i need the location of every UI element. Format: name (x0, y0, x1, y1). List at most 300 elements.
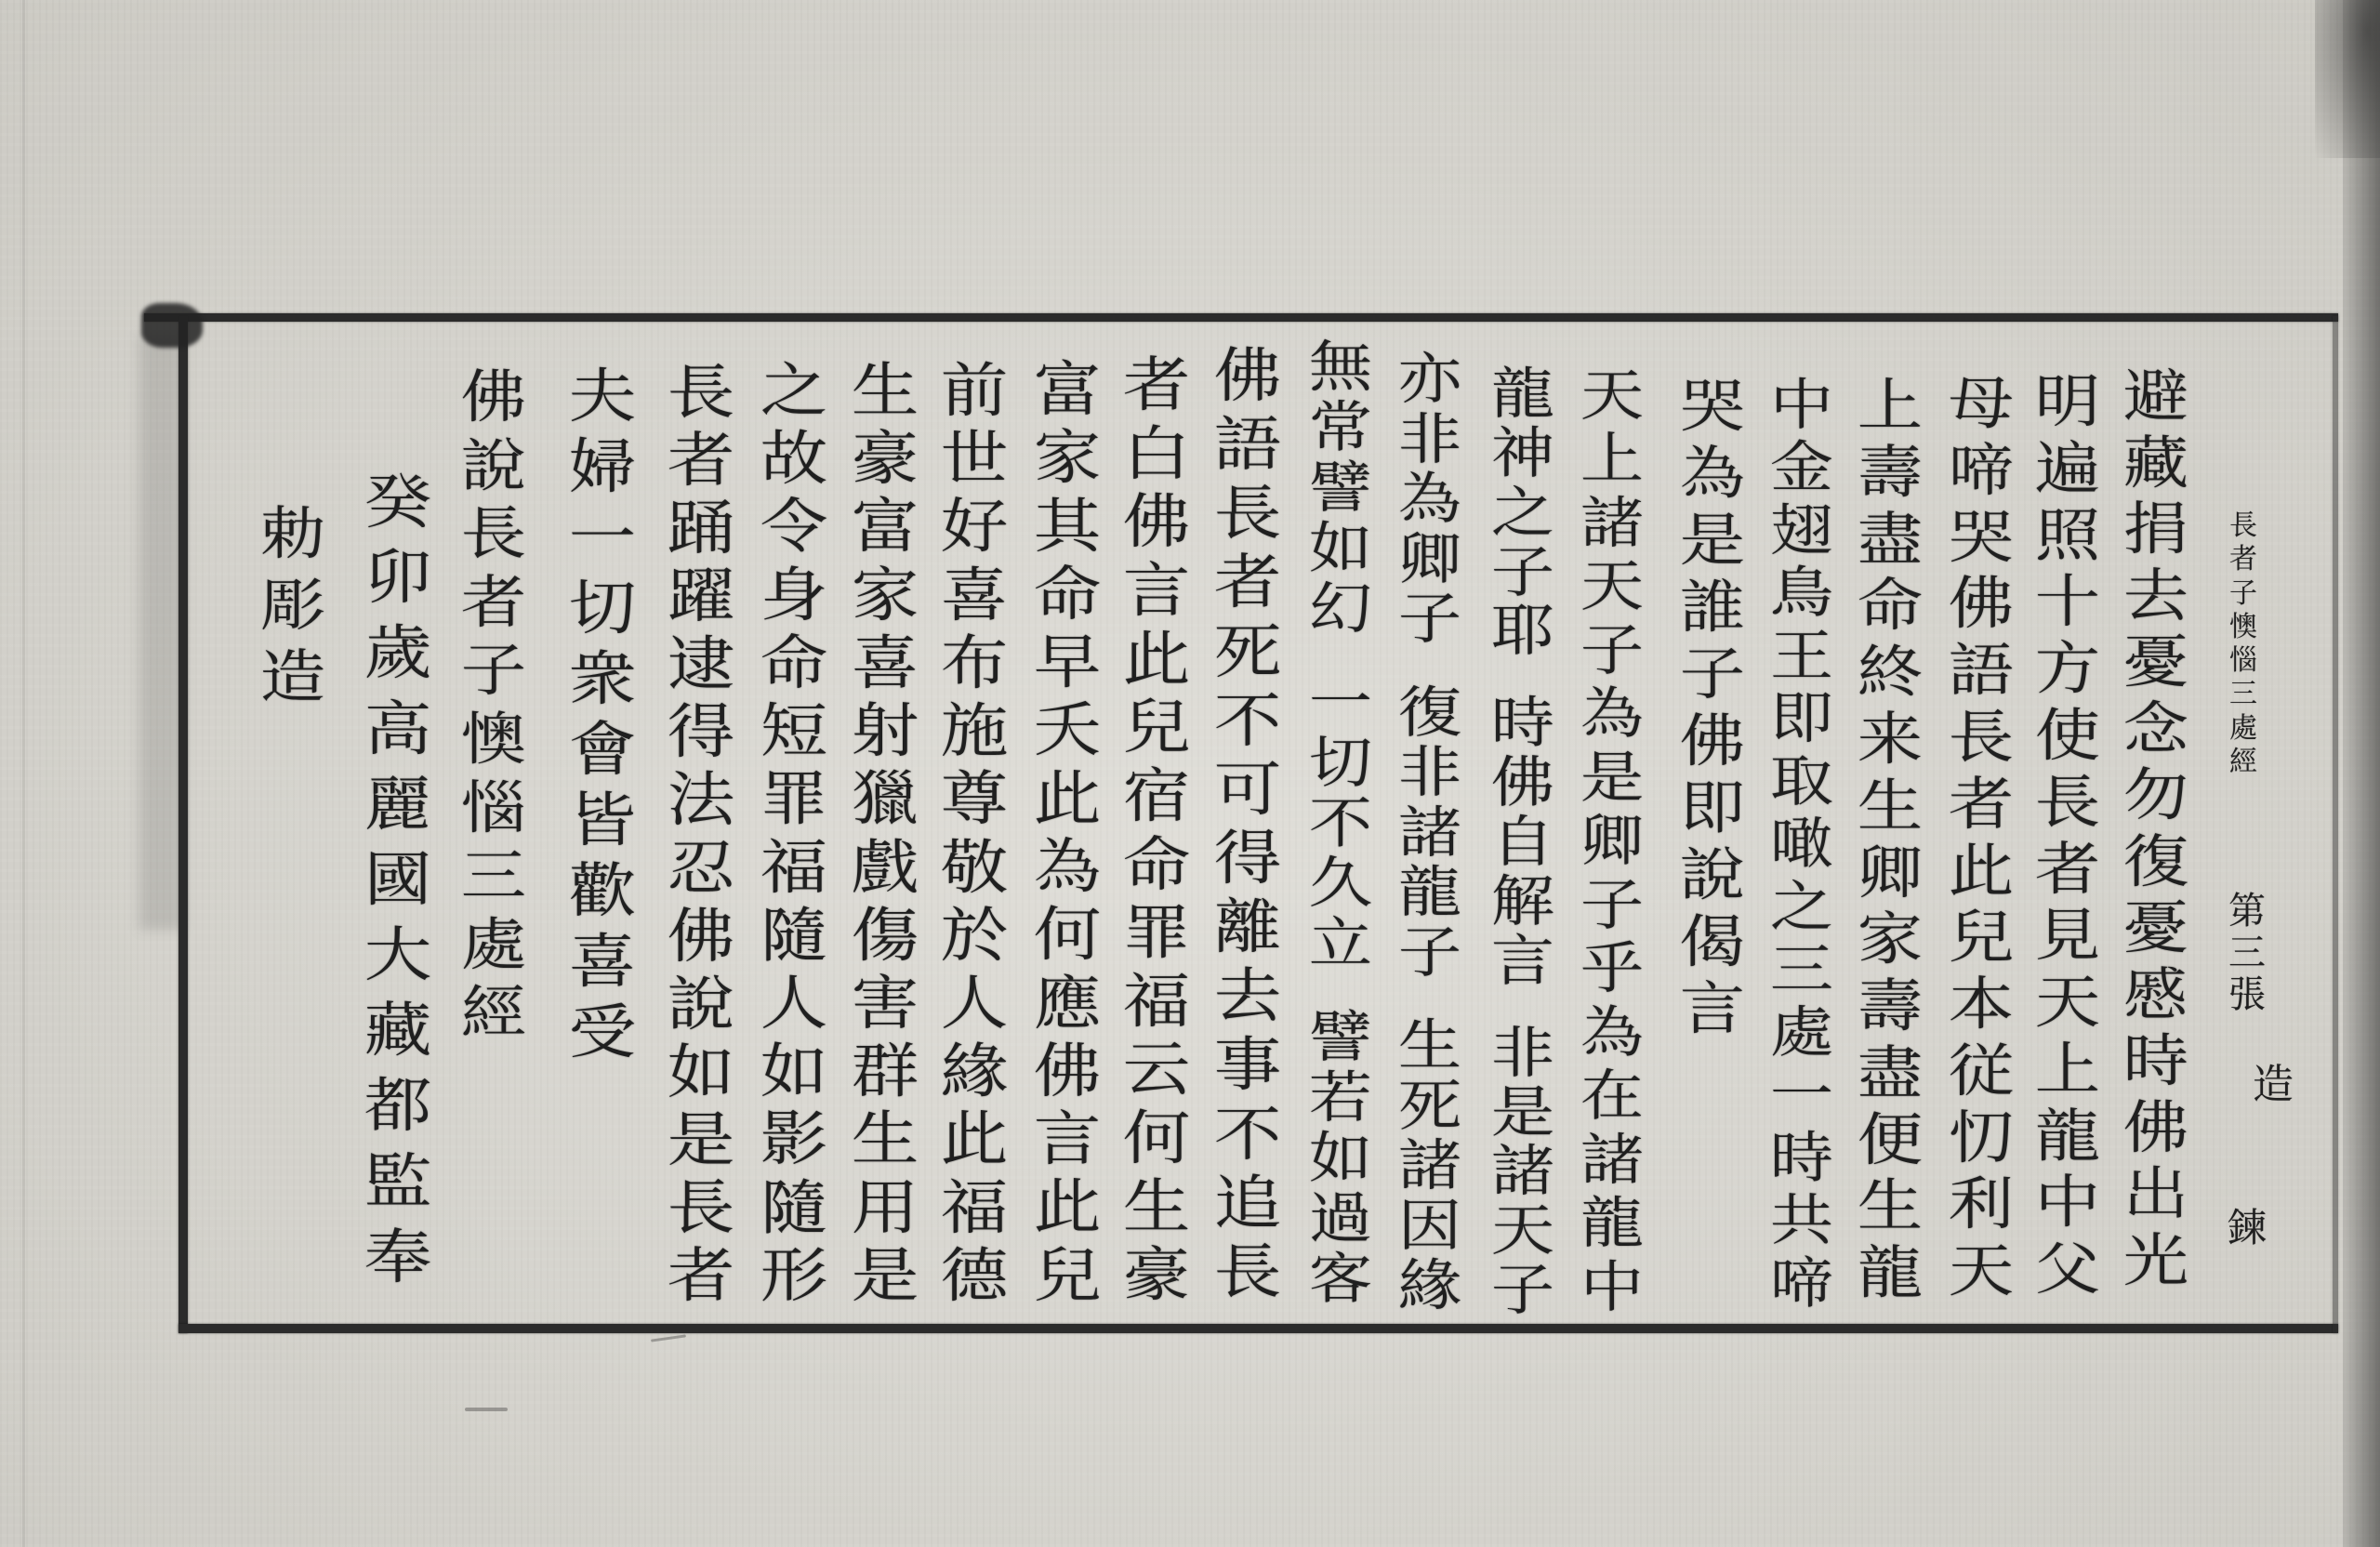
glyph: 鳥 (1769, 560, 1834, 626)
glyph: 者 (2229, 543, 2257, 576)
glyph: 躍 (667, 562, 735, 631)
glyph: 踊 (667, 494, 735, 563)
glyph: 生 (1122, 1172, 1191, 1242)
glyph: 敬 (940, 833, 1009, 902)
glyph: 翅 (1769, 497, 1834, 563)
glyph: 此 (1033, 764, 1102, 834)
glyph: 第 (2228, 890, 2266, 932)
glyph: 世 (940, 424, 1009, 494)
glyph: 共 (1769, 1187, 1834, 1253)
text-column (1201, 342, 1294, 1307)
glyph: 便 (1857, 1107, 1924, 1174)
glyph: 麗 (364, 770, 432, 840)
glyph: 說 (667, 970, 735, 1039)
glyph: 非 (1490, 1020, 1555, 1086)
glyph: 是 (1580, 745, 1645, 811)
glyph: 見 (2034, 903, 2101, 970)
verse-column (1566, 364, 1659, 1319)
glyph: 王 (1769, 623, 1834, 689)
glyph: 天 (1580, 363, 1645, 429)
glyph: 射 (851, 696, 919, 766)
glyph: 緣 (940, 1037, 1009, 1106)
glyph: 罪 (1122, 898, 1191, 968)
glyph: 衆 (568, 644, 637, 714)
glyph: 取 (1769, 748, 1834, 814)
glyph: 處 (460, 912, 527, 979)
glyph: 惱 (460, 775, 527, 842)
glyph: 德 (940, 1241, 1009, 1311)
glyph: 天 (2034, 970, 2101, 1037)
glyph: 長 (2034, 770, 2101, 837)
glyph: 長 (1213, 1237, 1282, 1307)
text-column (1755, 374, 1848, 1315)
glyph: 此 (1033, 1172, 1102, 1242)
text-column (747, 357, 840, 1310)
glyph: 說 (460, 433, 527, 500)
glyph: 惱 (2229, 644, 2257, 677)
glyph: 為 (1580, 681, 1645, 747)
glyph: 語 (1213, 410, 1282, 480)
glyph: 喜 (851, 628, 919, 698)
glyph: 歲 (364, 618, 432, 688)
glyph: 影 (760, 1104, 828, 1174)
glyph: 之 (1769, 874, 1834, 940)
glyph: 癸 (364, 468, 432, 537)
glyph: 經 (460, 980, 527, 1047)
glyph: 来 (1857, 707, 1924, 774)
glyph: 龍 (1580, 1190, 1645, 1256)
glyph: 盡 (1857, 1040, 1924, 1107)
glyph: 形 (760, 1241, 828, 1311)
glyph: 龍 (1490, 361, 1555, 427)
glyph: 得 (1213, 824, 1282, 893)
glyph: 張 (2228, 973, 2266, 1016)
glyph: 誰 (1679, 575, 1746, 641)
glyph: 佛 (460, 364, 527, 431)
glyph: 三 (2228, 932, 2266, 974)
sheet-mark (2250, 1052, 2296, 1117)
glyph: 生 (1397, 1012, 1462, 1078)
glyph: 造 (2253, 1061, 2294, 1108)
glyph: 乎 (1580, 935, 1645, 1001)
glyph: 施 (940, 696, 1009, 766)
glyph: 是 (1679, 508, 1746, 575)
stray-mark (651, 1334, 686, 1342)
lower-mark (2224, 1201, 2270, 1255)
glyph: 一 (568, 503, 637, 573)
glyph: 子 (1580, 872, 1645, 938)
glyph: 白 (1122, 419, 1191, 489)
glyph: 家 (851, 561, 919, 630)
glyph: 利 (1948, 1171, 2015, 1238)
glyph: 子 (1490, 539, 1555, 605)
glyph: 可 (1213, 755, 1282, 825)
glyph: 應 (1033, 969, 1102, 1038)
glyph: 者 (1948, 772, 2015, 839)
glyph: 生 (1857, 774, 1924, 840)
glyph: 子 (460, 638, 527, 705)
glyph: 捐 (2122, 496, 2189, 563)
glyph: 戲 (851, 833, 919, 902)
glyph: 復 (2122, 829, 2189, 896)
glyph: 偈 (1679, 909, 1746, 976)
glyph: 歡 (568, 856, 637, 926)
glyph: 用 (851, 1173, 919, 1243)
glyph: 監 (364, 1147, 432, 1217)
frame-right-border (2333, 316, 2338, 1333)
glyph: 之 (760, 356, 828, 426)
glyph: 壽 (1857, 440, 1924, 507)
page-edge-stain (2315, 0, 2380, 158)
text-column (839, 357, 932, 1310)
glyph: 說 (1679, 842, 1746, 909)
glyph: 追 (1213, 1169, 1282, 1238)
glyph: 佛 (1948, 571, 2015, 638)
glyph: 亦 (1397, 346, 1462, 412)
glyph: 諸 (1580, 1127, 1645, 1193)
glyph: 彫 (259, 573, 326, 640)
colophon-line (351, 465, 444, 1295)
colophon-line (246, 499, 339, 714)
glyph: 鍊 (2227, 1205, 2267, 1250)
glyph: 福 (760, 833, 828, 902)
glyph: 長 (1948, 705, 2015, 772)
page-edge-shadow (2343, 0, 2380, 1547)
glyph: 事 (1213, 1030, 1282, 1100)
glyph: 處 (2229, 711, 2257, 745)
text-column (1021, 356, 1114, 1310)
glyph: 如 (1308, 515, 1373, 581)
glyph: 者 (2034, 837, 2101, 904)
glyph: 照 (2034, 503, 2101, 570)
glyph: 諸 (1580, 490, 1645, 556)
glyph: 譬 (1308, 455, 1373, 521)
glyph: 會 (568, 715, 637, 785)
glyph: 死 (1397, 1073, 1462, 1139)
glyph: 長 (667, 1173, 735, 1243)
glyph: 中 (1580, 1254, 1645, 1320)
glyph: 獵 (851, 764, 919, 834)
glyph: 明 (2034, 369, 2101, 436)
glyph: 在 (1580, 1063, 1645, 1129)
glyph: 夭 (1033, 695, 1102, 765)
glyph: 本 (1948, 972, 2015, 1038)
glyph: 國 (364, 845, 432, 915)
glyph: 久 (1308, 850, 1373, 917)
glyph: 者 (460, 570, 527, 637)
glyph: 卯 (364, 543, 432, 613)
glyph: 害 (851, 969, 919, 1038)
glyph: 命 (1857, 573, 1924, 640)
glyph: 生 (851, 1104, 919, 1174)
glyph: 懊 (460, 707, 527, 774)
glyph: 去 (2122, 563, 2189, 630)
glyph: 身 (760, 561, 828, 630)
glyph: 忍 (667, 834, 735, 903)
glyph: 生 (1857, 1173, 1924, 1240)
glyph: 佛 (1033, 1037, 1102, 1106)
glyph: 使 (2034, 703, 2101, 770)
glyph: 言 (1033, 1104, 1102, 1174)
glyph: 避 (2122, 364, 2189, 430)
glyph: 傷 (851, 901, 919, 971)
glyph: 一 (1308, 669, 1373, 735)
glyph: 時 (1769, 1125, 1834, 1191)
sheet-number (2224, 891, 2270, 1016)
glyph: 好 (940, 492, 1009, 562)
glyph: 者 (667, 426, 735, 496)
glyph: 於 (940, 901, 1009, 971)
colophon-title (447, 364, 540, 1049)
glyph: 龍 (1857, 1240, 1924, 1307)
glyph: 非 (1397, 406, 1462, 472)
glyph: 喜 (940, 561, 1009, 630)
column-gap (1383, 650, 1476, 683)
glyph: 群 (851, 1037, 919, 1106)
glyph: 懊 (2229, 610, 2257, 643)
glyph: 即 (1679, 775, 1746, 842)
glyph: 神 (1490, 420, 1555, 486)
glyph: 宿 (1122, 761, 1191, 831)
glyph: 卿 (1397, 526, 1462, 592)
column-gap (1476, 661, 1569, 694)
glyph: 豪 (851, 424, 919, 494)
glyph: 為 (1397, 466, 1462, 532)
glyph: 豪 (1122, 1240, 1191, 1310)
glyph: 父 (2034, 1236, 2101, 1303)
glyph: 命 (1122, 830, 1191, 899)
glyph: 為 (1033, 832, 1102, 902)
glyph: 長 (2229, 509, 2257, 542)
glyph: 子 (1679, 641, 1746, 708)
glyph: 諸 (1397, 1132, 1462, 1198)
glyph: 諸 (1397, 800, 1462, 866)
glyph: 譬 (1308, 1004, 1373, 1070)
glyph: 皆 (568, 786, 637, 855)
margin-title (2225, 509, 2262, 779)
glyph: 人 (760, 969, 828, 1038)
glyph: 佛 (1122, 487, 1191, 557)
glyph: 三 (1769, 936, 1834, 1002)
glyph: 卿 (1580, 808, 1645, 874)
glyph: 尊 (940, 764, 1009, 834)
glyph: 命 (760, 628, 828, 698)
stray-mark (465, 1408, 508, 1411)
glyph: 福 (940, 1173, 1009, 1243)
glyph: 壽 (1857, 973, 1924, 1040)
column-gap (1294, 974, 1387, 1008)
glyph: 自 (1490, 809, 1555, 875)
glyph: 前 (940, 356, 1009, 426)
glyph: 時 (1490, 690, 1555, 756)
glyph: 造 (259, 644, 326, 711)
frame-top-border (144, 313, 2338, 322)
frame-left-border (178, 316, 188, 1333)
glyph: 子 (1490, 1257, 1555, 1323)
glyph: 常 (1308, 394, 1373, 460)
glyph: 上 (2034, 1037, 2101, 1104)
glyph: 生 (851, 356, 919, 426)
glyph: 兒 (1948, 905, 2015, 972)
glyph: 佛 (667, 902, 735, 972)
glyph: 早 (1033, 628, 1102, 697)
glyph: 福 (1122, 967, 1191, 1037)
glyph: 解 (1490, 868, 1555, 934)
glyph: 離 (1213, 892, 1282, 962)
glyph: 言 (1122, 556, 1191, 626)
verse-column (1476, 361, 1569, 1323)
glyph: 龍 (2034, 1104, 2101, 1170)
glyph: 啼 (1948, 438, 2015, 505)
glyph: 富 (851, 492, 919, 562)
glyph: 都 (364, 1071, 432, 1141)
glyph: 憂 (2122, 895, 2189, 962)
glyph: 不 (1213, 686, 1282, 756)
glyph: 復 (1397, 679, 1462, 746)
glyph: 罪 (760, 764, 828, 834)
glyph: 長 (460, 501, 527, 568)
glyph: 故 (760, 424, 828, 494)
glyph: 是 (851, 1241, 919, 1311)
glyph: 諸 (1490, 1138, 1555, 1204)
glyph: 切 (1308, 730, 1373, 796)
verse-column (1383, 346, 1476, 1318)
glyph: 如 (667, 1038, 735, 1107)
text-column (556, 362, 649, 1068)
glyph: 言 (1490, 928, 1555, 994)
glyph: 何 (1122, 1104, 1191, 1173)
ink-smudge (139, 335, 184, 930)
glyph: 一 (1769, 1062, 1834, 1128)
text-column (1110, 351, 1203, 1310)
glyph: 佛 (1490, 749, 1555, 815)
glyph: 終 (1857, 640, 1924, 707)
glyph: 光 (2122, 1228, 2189, 1295)
glyph: 隨 (760, 901, 828, 971)
glyph: 立 (1308, 910, 1373, 977)
glyph: 如 (760, 1037, 828, 1106)
glyph: 憂 (2122, 629, 2189, 696)
glyph: 之 (1490, 480, 1555, 546)
glyph: 切 (568, 574, 637, 643)
glyph: 為 (1580, 999, 1645, 1065)
glyph: 十 (2034, 569, 2101, 636)
glyph: 兒 (1033, 1241, 1102, 1311)
glyph: 方 (2034, 636, 2101, 703)
glyph: 去 (1213, 961, 1282, 1031)
glyph: 藏 (2122, 430, 2189, 497)
glyph: 言 (1679, 976, 1746, 1043)
glyph: 客 (1308, 1246, 1373, 1312)
glyph: 因 (1397, 1193, 1462, 1259)
glyph: 云 (1122, 1035, 1191, 1104)
text-column (2021, 370, 2114, 1304)
text-column (1666, 374, 1759, 1043)
glyph: 即 (1769, 685, 1834, 751)
glyph: 此 (1948, 839, 2015, 906)
ink-smudge (141, 303, 203, 348)
glyph: 死 (1213, 617, 1282, 687)
glyph: 者 (1213, 548, 1282, 617)
glyph: 富 (1033, 355, 1102, 425)
glyph: 耶 (1490, 598, 1555, 664)
glyph: 是 (1490, 1079, 1555, 1145)
glyph: 哭 (1679, 374, 1746, 441)
glyph: 子 (1397, 919, 1462, 985)
glyph: 幻 (1308, 575, 1373, 641)
glyph: 若 (1308, 1064, 1373, 1130)
glyph: 子 (1580, 617, 1645, 683)
glyph: 者 (667, 1241, 735, 1311)
glyph: 逮 (667, 629, 735, 699)
glyph: 天 (1580, 553, 1645, 619)
glyph: 藏 (364, 996, 432, 1065)
glyph: 法 (667, 765, 735, 835)
glyph: 佛 (1679, 708, 1746, 775)
glyph: 噉 (1769, 811, 1834, 877)
glyph: 上 (1580, 426, 1645, 493)
glyph: 家 (1857, 906, 1924, 973)
glyph: 時 (2122, 1028, 2189, 1095)
glyph: 勅 (259, 501, 326, 568)
glyph: 啼 (1769, 1250, 1834, 1316)
glyph: 不 (1213, 1100, 1282, 1170)
glyph: 中 (1769, 372, 1834, 438)
glyph: 子 (2229, 576, 2257, 610)
paper-crease (22, 0, 25, 1547)
verse-column (1294, 334, 1387, 1312)
text-column (928, 357, 1021, 1310)
glyph: 隨 (760, 1173, 828, 1243)
glyph: 大 (364, 920, 432, 990)
glyph: 佛 (1213, 341, 1282, 411)
text-column (654, 359, 747, 1310)
glyph: 其 (1033, 492, 1102, 562)
glyph: 人 (940, 969, 1009, 1038)
glyph: 是 (667, 1105, 735, 1175)
glyph: 緣 (1397, 1252, 1462, 1318)
glyph: 何 (1033, 900, 1102, 970)
glyph: 中 (2034, 1170, 2101, 1236)
glyph: 者 (1122, 350, 1191, 420)
glyph: 母 (1948, 371, 2015, 438)
glyph: 卿 (1857, 840, 1924, 907)
glyph: 高 (364, 694, 432, 763)
glyph: 非 (1397, 739, 1462, 805)
glyph: 兒 (1122, 693, 1191, 762)
glyph: 此 (1122, 625, 1191, 694)
text-column (1844, 374, 1937, 1308)
glyph: 天 (1948, 1238, 2015, 1305)
glyph: 布 (940, 628, 1009, 698)
glyph: 子 (1397, 586, 1462, 652)
glyph: 短 (760, 696, 828, 766)
glyph: 夫 (568, 362, 637, 431)
glyph: 奉 (364, 1223, 432, 1292)
column-gap (1294, 640, 1387, 673)
frame-bottom-border (178, 1324, 2338, 1333)
glyph: 忉 (1948, 1105, 2015, 1172)
glyph: 經 (2229, 745, 2257, 778)
glyph: 受 (568, 998, 637, 1067)
glyph: 不 (1308, 789, 1373, 856)
glyph: 盡 (1857, 507, 1924, 574)
glyph: 念 (2122, 696, 2189, 763)
glyph: 如 (1308, 1125, 1373, 1191)
glyph: 喜 (568, 927, 637, 997)
glyph: 三 (460, 843, 527, 910)
glyph: 命 (1033, 560, 1102, 629)
